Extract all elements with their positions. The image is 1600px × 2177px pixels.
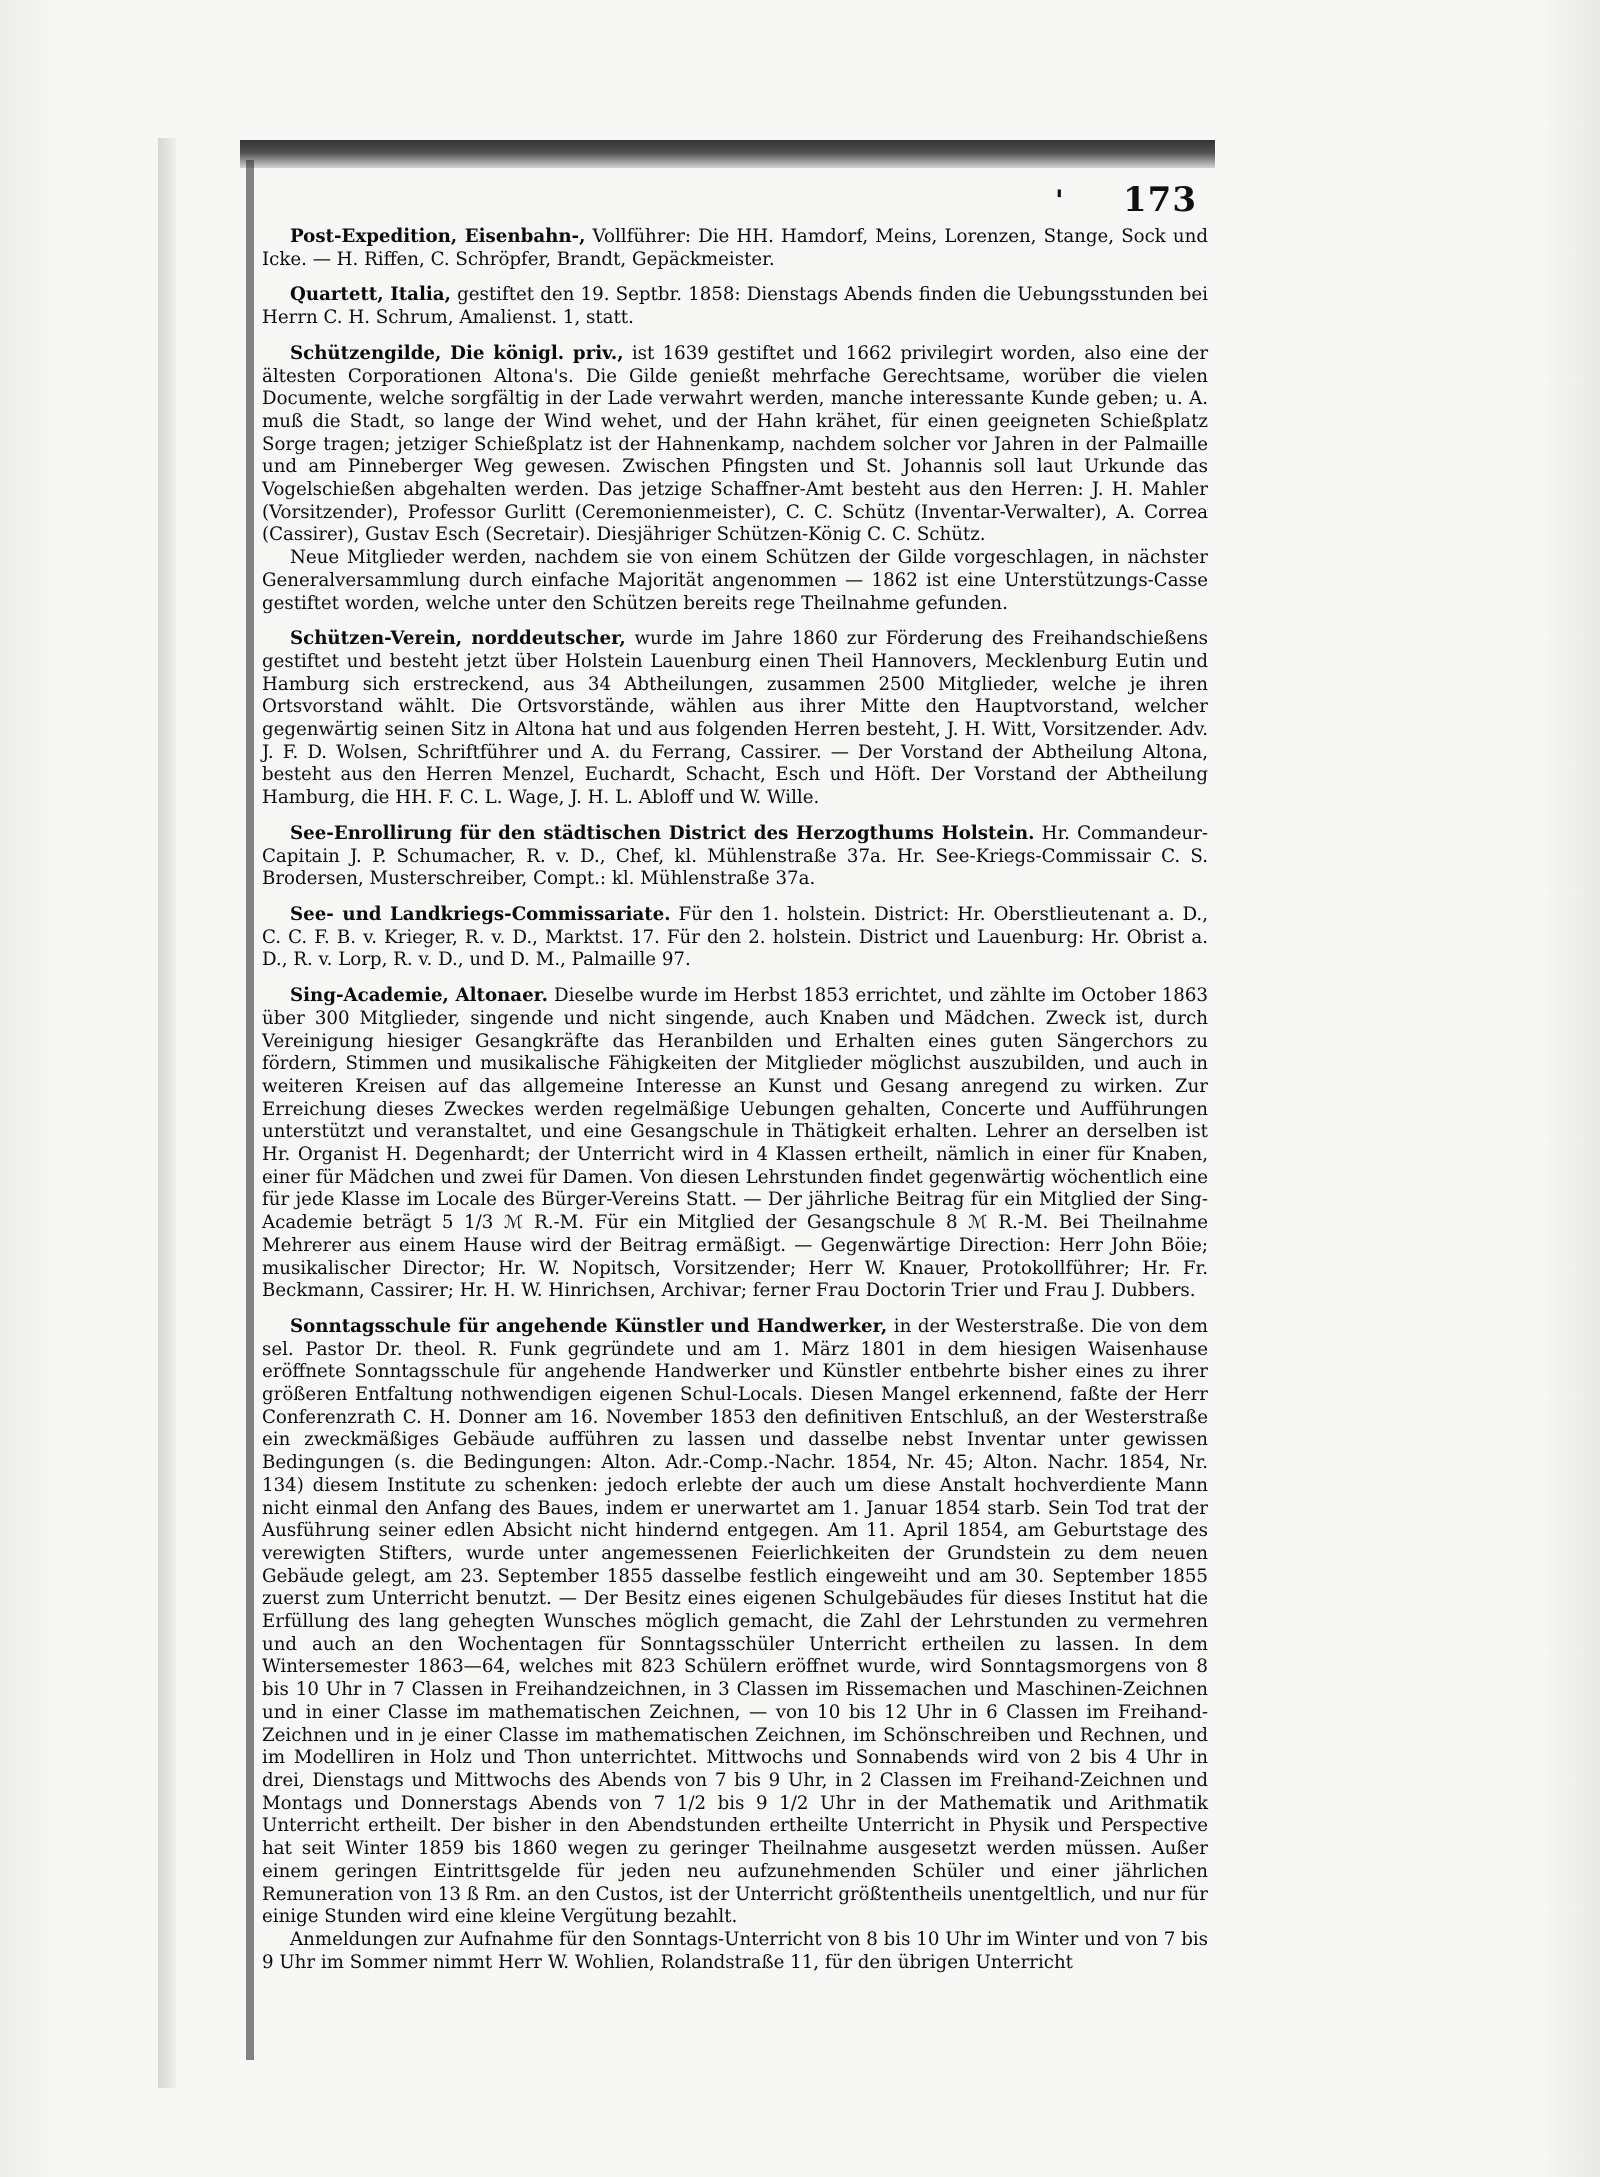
entry-heading: Sing-Academie, Altonaer. [290, 985, 548, 1007]
entry-paragraph [262, 226, 1208, 271]
entry-paragraph [262, 985, 1208, 1303]
entry-subparagraph: Anmeldungen zur Aufnahme für den Sonntags-Unterricht von 8 bis 10 Uhr im Winter und von 7 bis 9 Uhr im Sommer nimmt Herr W. Wohlien, Rolandstraße 11, für den übrigen Unterricht [262, 1928, 1208, 1973]
scan-artifact-top [240, 140, 1215, 168]
entry-paragraph [262, 284, 1208, 329]
page-mark: ' [1055, 184, 1064, 217]
entry-post-expedition [262, 226, 1208, 271]
entry-paragraph [262, 1316, 1208, 1929]
entry-schuetzen-verein [262, 628, 1208, 810]
entry-heading: Quartett, Italia, [290, 284, 451, 306]
entry-see-enrollirung [262, 823, 1208, 891]
entry-text: ist 1639 gestiftet und 1662 privilegirt worden, also eine der ältesten Corporationen Altona's. Die Gilde genießt mehrfache Gerechtsame, worüber die vielen Documente, welche sorgfältig in der Lade verwahrt werden, manche interessante Kunde geben; u. A. muß die Stadt, so lange der Wind wehet, und der Hahn krähet, für einen geeigneten Schießplatz Sorge tragen; jetziger Schießplatz ist der Hahnenkamp, nachdem solcher vor Jahren in der Palmaille und am Pinneberger Weg gewesen. Zwischen Pfingsten und St. Johannis soll laut Urkunde das Vogelschießen abgehalten werden. Das jetzige Schaffner-Amt besteht aus den Herren: J. H. Mahler (Vorsitzender), Professor Gurlitt (Ceremonienmeister), C. C. Schütz (Inventar-Verwalter), A. Correa (Cassirer), Gustav Esch (Secretair). Diesjähriger Schützen-König C. C. Schütz. [262, 342, 1209, 546]
entry-paragraph [262, 823, 1208, 891]
entry-heading: Schützen-Verein, norddeutscher, [290, 628, 626, 650]
entry-text: wurde im Jahre 1860 zur Förderung des Freihandschießens gestiftet und besteht jetzt über Holstein Lauenburg einen Theil Hannovers, Mecklenburg Eutin und Hamburg sich erstreckend, aus 34 Abtheilungen, zusammen 2500 Mitglieder, welche je ihren Ortsvorstand wählt. Die Ortsvorstände, wählen aus ihrer Mitte den Hauptvorstand, welcher gegenwärtig seinen Sitz in Altona hat und aus folgenden Herren besteht, J. H. Witt, Vorsitzender. Adv. J. F. D. Wolsen, Schriftführer und A. du Ferrang, Cassirer. — Der Vorstand der Abtheilung Altona, besteht aus den Herren Menzel, Euchardt, Schacht, Esch und Höft. Der Vorstand der Abtheilung Hamburg, die HH. F. C. L. Wage, J. H. L. Abloff und W. Wille. [262, 628, 1208, 809]
entry-text: gestiftet den 19. Septbr. 1858: Dienstags Abends finden die Uebungsstunden bei Herrn C. H. Schrum, Amalienst. 1, statt. [262, 284, 1208, 329]
entry-paragraph [262, 343, 1208, 547]
entry-heading: Sonntagsschule für angehende Künstler und Handwerker, [290, 1315, 888, 1337]
entry-heading: Post-Expedition, Eisenbahn-, [290, 226, 586, 247]
page-number: 173 [1123, 180, 1197, 220]
entry-quartett-italia [262, 284, 1208, 329]
entry-subparagraph: Neue Mitglieder werden, nachdem sie von einem Schützen der Gilde vorgeschlagen, in nächster Generalversammlung durch einfache Majorität angenommen — 1862 ist eine Unterstützungs-Casse gestiftet worden, welche unter den Schützen bereits rege Theilnahme gefunden. [262, 547, 1208, 614]
entry-text: Hr. Commandeur-Capitain J. P. Schumacher, R. v. D., Chef, kl. Mühlenstraße 37a. Hr. See-Kriegs-Commissair C. S. Brodersen, Musterschreiber, Compt.: kl. Mühlenstraße 37a. [262, 822, 1208, 890]
entry-kriegs-commissariate [262, 904, 1208, 972]
page-body [262, 226, 1208, 1987]
entry-text: Vollführer: Die HH. Hamdorf, Meins, Lorenzen, Stange, Sock und Icke. — H. Riffen, C. Schröpfer, Brandt, Gepäckmeister. [262, 226, 1208, 270]
entry-paragraph [262, 904, 1208, 972]
entry-schuetzengilde [262, 343, 1208, 615]
binding-shadow [158, 138, 176, 2088]
entry-paragraph [262, 628, 1208, 810]
entry-heading: See- und Landkriegs-Commissariate. [290, 903, 671, 925]
entry-text: Für den 1. holstein. District: Hr. Oberstlieutenant a. D., C. C. F. B. v. Krieger, R. v. D., Marktst. 17. Für den 2. holstein. District und Lauenburg: Hr. Obrist a. D., R. v. Lorp, R. v. D., und D. M., Palmaille 97. [262, 903, 1208, 971]
entry-sonntagsschule [262, 1316, 1208, 1974]
entry-sing-academie [262, 985, 1208, 1303]
entry-heading: Schützengilde, Die königl. priv., [290, 342, 624, 364]
entry-text: Dieselbe wurde im Herbst 1853 errichtet, und zählte im October 1863 über 300 Mitglieder, singende und nicht singende, auch Knaben und Mädchen. Zweck ist, durch Vereinigung hiesiger Gesangkräfte das Heranbilden und Erhalten eines guten Sängerchors zu fördern, Stimmen und musikalische Fähigkeiten der Mitglieder möglichst auszubilden, und auch in weiteren Kreisen auf das allgemeine Interesse an Kunst und Gesang anregend zu wirken. Zur Erreichung dieses Zweckes werden regelmäßige Uebungen gehalten, Concerte und Aufführungen unterstützt und veranstaltet, und eine Gesangschule in Thätigkeit erhalten. Lehrer an derselben ist Hr. Organist H. Degenhardt; der Unterricht wird in 4 Klassen ertheilt, nämlich in einer für Knaben, einer für Mädchen und zwei für Damen. Von diesen Lehrstunden findet gegenwärtig wöchentlich eine für jede Klasse im Locale des Bürger-Vereins Statt. — Der jährliche Beitrag für ein Mitglied der Sing-Academie beträgt 5 1/3 ℳ R.-M. Für ein Mitglied der Gesangschule 8 ℳ R.-M. Bei Theilnahme Mehrerer aus einem Hause wird der Beitrag ermäßigt. — Gegenwärtige Direction: Herr John Böie; musikalischer Director; Hr. W. Nopitsch, Vorsitzender; Herr W. Knauer, Protokollführer; Hr. Fr. Beckmann, Cassirer; Hr. H. W. Hinrichsen, Archivar; ferner Frau Doctorin Trier und Frau J. Dubbers. [262, 985, 1208, 1302]
scan-artifact-left-edge [246, 160, 254, 2060]
entry-heading: See-Enrollirung für den städtischen District des Herzogthums Holstein. [290, 822, 1035, 844]
entry-text: in der Westerstraße. Die von dem sel. Pastor Dr. theol. R. Funk gegründete und am 1. März 1801 in dem hiesigen Waisenhause eröffnete Sonntagsschule für angehende Handwerker und Künstler entbehrte bisher eines zu ihrer größeren Entfaltung nothwendigen eigenen Schul-Locals. Diesen Mangel erkennend, faßte der Herr Conferenzrath C. H. Donner am 16. November 1853 den definitiven Entschluß, an der Westerstraße ein zweckmäßiges Gebäude aufführen zu lassen und dasselbe nebst Inventar unter gewissen Bedingungen (s. die Bedingungen: Alton. Adr.-Comp.-Nachr. 1854, Nr. 45; Alton. Nachr. 1854, Nr. 134) diesem Institute zu schenken: jedoch erlebte der auch um diese Anstalt hochverdiente Mann nicht einmal den Anfang des Baues, indem er unerwartet am 1. Januar 1854 starb. Sein Tod trat der Ausführung seiner edlen Absicht nicht hindernd entgegen. Am 11. April 1854, am Geburtstage des verewigten Stifters, wurde unter angemessenen Feierlichkeiten der Grundstein zu dem neuen Gebäude gelegt, am 23. September 1855 dasselbe festlich eingeweiht und am 30. September 1855 zuerst zum Unterricht benutzt. — Der Besitz eines eigenen Schulgebäudes für dieses Institut hat die Erfüllung des lang gehegten Wunsches möglich gemacht, die Zahl der Lehrstunden zu vermehren und auch an den Wochentagen für Sonntagsschüler Unterricht ertheilen zu lassen. In dem Wintersemester 1863—64, welches mit 823 Schülern eröffnet wurde, wird Sonntagsmorgens von 8 bis 10 Uhr in 7 Classen in Freihandzeichnen, in 3 Classen im Rissemachen und Maschinen-Zeichnen und in einer Classe im mathematischen Zeichnen, — von 10 bis 12 Uhr in 6 Classen im Freihand-Zeichnen und in je einer Classe im mathematischen Zeichnen, im Schönschreiben und Rechnen, und im Modelliren in Holz und Thon unterrichtet. Mittwochs und Sonnabends wird von 2 bis 4 Uhr in drei, Dienstags und Mittwochs des Abends von 7 bis 9 Uhr, in 2 Classen im Freihand-Zeichnen und Montags und Donnerstags Abends von 7 1/2 bis 9 1/2 Uhr in der Mathematik und Arithmatik Unterricht ertheilt. Der bisher in den Abendstunden ertheilte Unterricht in Physik und Perspective hat seit Winter 1859 bis 1860 wegen zu geringer Theilnahme ausgesetzt werden müssen. Außer einem geringen Eintrittsgelde für jeden neu aufzunehmenden Schüler und einer jährlichen Remuneration von 13 ß Rm. an den Custos, ist der Unterricht größtentheils unentgeltlich, und nur für einige Stunden wird eine kleine Vergütung bezahlt. [262, 1315, 1208, 1928]
